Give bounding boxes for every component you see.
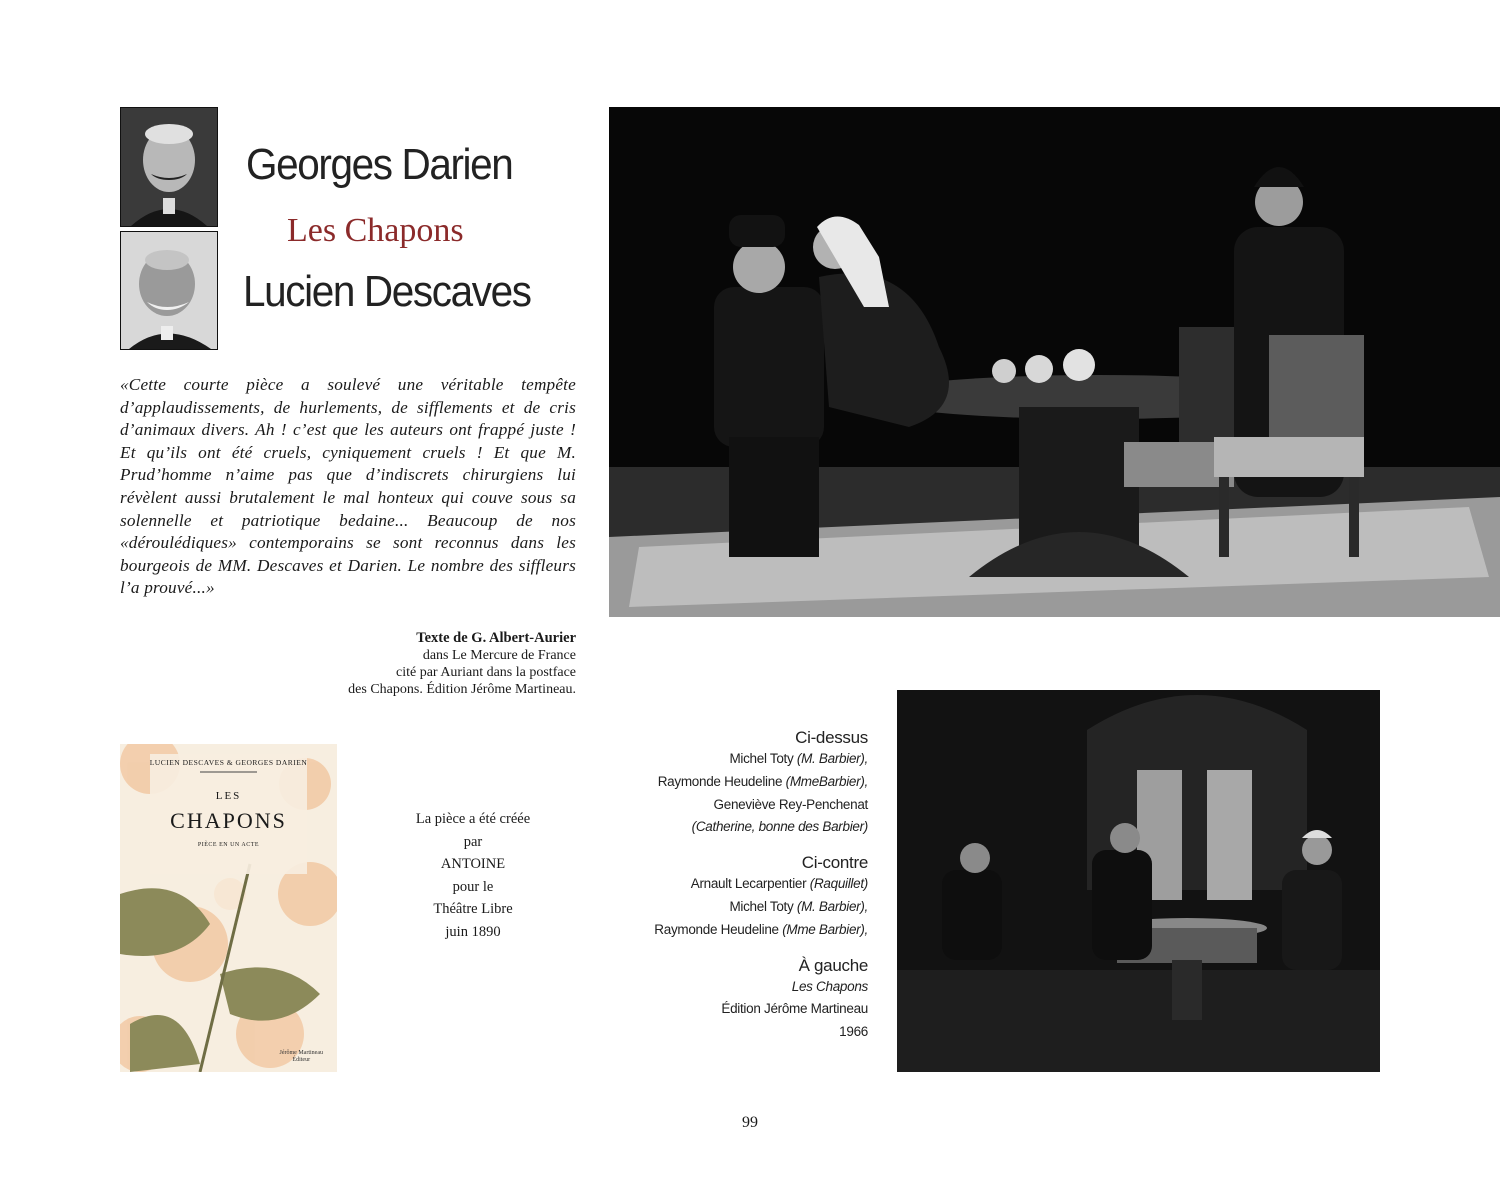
caption-role: (M. Barbier),	[796, 898, 868, 914]
attribution-line: cité par Auriant dans la postface	[396, 665, 576, 680]
attribution-source: Texte de G. Albert-Aurier	[416, 630, 576, 646]
caption-line	[654, 771, 868, 794]
creation-line: pour le	[452, 878, 494, 895]
caption-line: (Catherine, bonne des Barbier)	[691, 819, 868, 835]
stage-photo-secondary	[897, 690, 1380, 1072]
cover-title: CHAPONS	[170, 808, 287, 833]
caption-actor: Michel Toty	[729, 751, 797, 766]
caption-heading-above: Ci-dessus	[795, 728, 868, 747]
cover-authors: LUCIEN DESCAVES & GEORGES DARIEN	[149, 758, 308, 767]
creation-line: juin 1890	[445, 923, 501, 940]
cover-les: LES	[215, 790, 242, 802]
caption-role: (MmeBarbier),	[785, 773, 868, 789]
photo-captions	[654, 728, 868, 1044]
author-lucien-descaves: Lucien Descaves	[243, 267, 531, 316]
caption-line: Édition Jérôme Martineau	[721, 1001, 868, 1017]
attribution-line: dans Le Mercure de France	[422, 648, 576, 663]
cover-subtitle: PIÈCE EN UN ACTE	[197, 842, 260, 848]
cover-publisher-role: Éditeur	[292, 1057, 311, 1063]
portrait-lucien-descaves	[120, 231, 218, 350]
caption-actor: Arnault Lecarpentier	[690, 876, 810, 892]
caption-line: Geneviève Rey-Penchenat	[713, 796, 868, 812]
quote-attribution	[348, 630, 576, 698]
play-title: Les Chapons	[287, 212, 464, 249]
caption-line: 1966	[839, 1024, 868, 1040]
caption-line	[654, 748, 868, 771]
caption-heading-opposite: Ci-contre	[801, 853, 868, 873]
creation-line: La pièce a été créée	[415, 811, 531, 827]
caption-role: (Mme Barbier),	[782, 921, 868, 937]
caption-line: Les Chapons	[791, 978, 868, 994]
author-georges-darien: Georges Darien	[246, 140, 513, 189]
creation-line: par	[463, 833, 483, 850]
caption-line	[654, 873, 868, 896]
caption-actor: Raymonde Heudeline	[654, 921, 783, 937]
caption-line	[654, 919, 868, 942]
creation-line: Théâtre Libre	[433, 901, 513, 918]
portrait-georges-darien	[120, 107, 218, 227]
caption-role: (M. Barbier),	[796, 751, 868, 766]
creation-line: ANTOINE	[440, 856, 506, 873]
cover-publisher	[280, 1050, 323, 1064]
book-cover	[120, 744, 337, 1072]
caption-line	[654, 896, 868, 919]
page-number: 99	[742, 1114, 758, 1131]
attribution-line: des Chapons. Édition Jérôme Martineau.	[348, 682, 576, 697]
stage-photo-main	[609, 107, 1500, 617]
creation-note	[388, 808, 558, 944]
caption-actor: Raymonde Heudeline	[657, 773, 786, 789]
caption-actor: Michel Toty	[729, 898, 797, 914]
cover-publisher-name: Jérôme Martineau	[279, 1050, 323, 1056]
caption-role: (Raquillet)	[809, 876, 868, 892]
quote-text: «Cette courte pièce a soulevé une véritable tempête d’applaudissements, de hurlements, de sifflements et de cris d’animaux divers. Ah ! c’est que les auteurs ont frappé juste ! Et qu’ils ont été cruels, cyniquement cruels ! Et que M. Prud’homme n’aime pas que d’indiscrets chirurgiens lui révèlent aussi brutalement le mal honteux qui couve sous sa solennelle et patriotique bedaine... Beaucoup de nos «déroulédiques» contemporains se sont reconnus dans les bourgeois de MM. Descaves et Darien. Le nombre des siffleurs l’a prouvé...»	[120, 375, 576, 598]
caption-heading-left: À gauche	[798, 955, 868, 975]
